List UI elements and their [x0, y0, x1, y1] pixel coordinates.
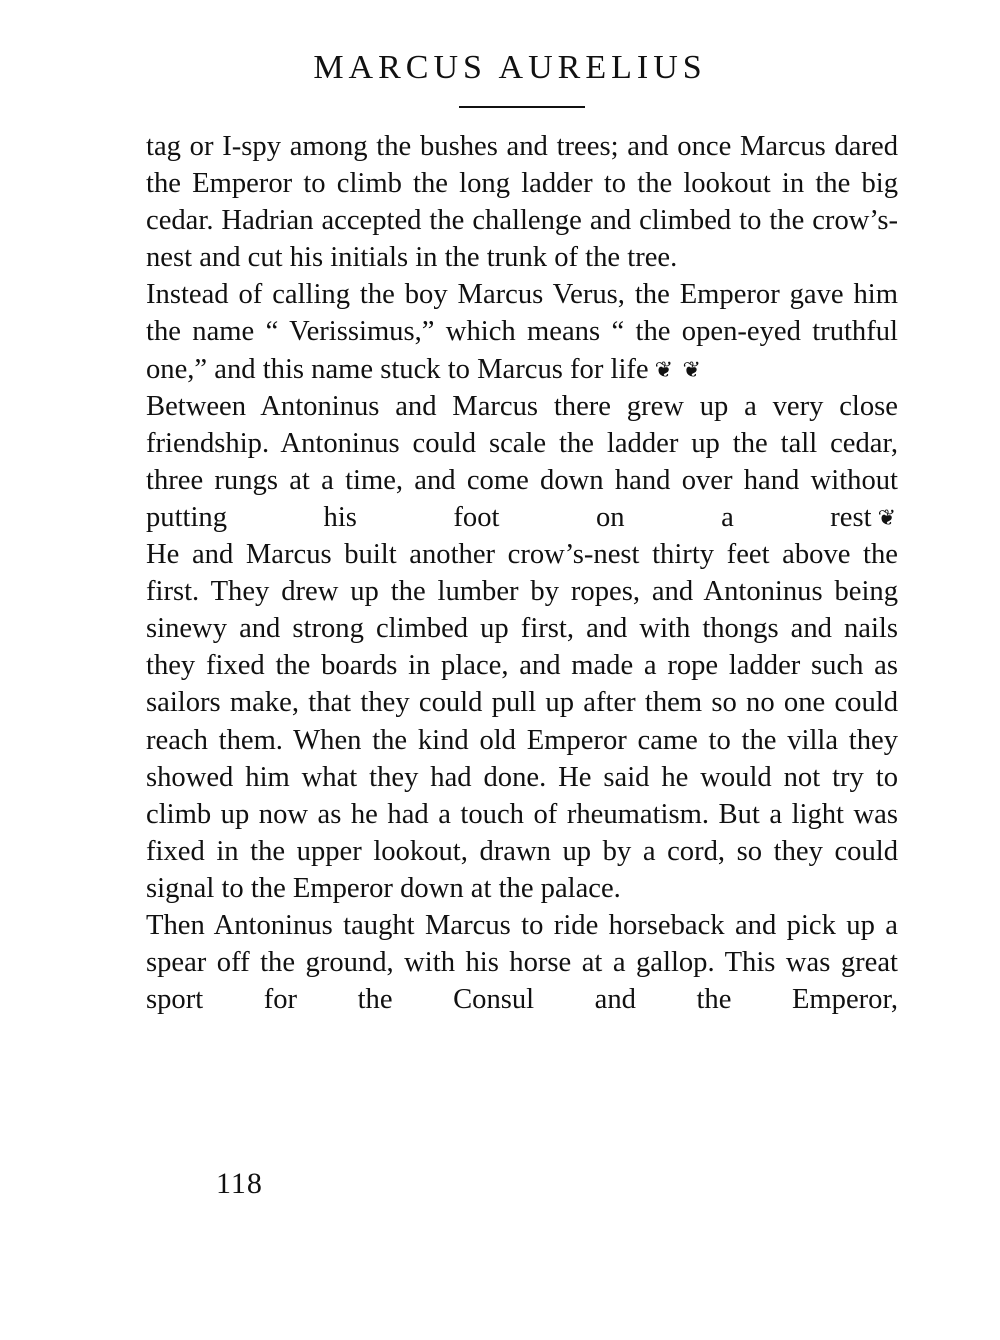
paragraph-5-text: Then Antoninus taught Marcus to ride horseback and pick up a spear off the ground, with his horse at a gallop. This was great sport for the Consul and the Emperor,	[146, 909, 898, 1016]
paragraph-2-text: Instead of calling the boy Marcus Verus, the Emperor gave him the name “ Verissimus,” which means “ the open-eyed truthful one,” and this name stuck to Marcus for life	[146, 279, 898, 385]
body-text	[146, 128, 898, 1018]
paragraph-3	[146, 388, 898, 536]
paragraph-4-text: He and Marcus built another crow’s-nest thirty feet above the first. They drew up the lumber by ropes, and Antoninus being sinewy and strong climbed up first, and with thongs and nails they fixed the boards in place, and made a rope ladder such as sailors make, that they could pull up after them so no one could reach them. When the kind old Emperor came to the villa they showed him what they had done. He said he would not try to climb up now as he had a touch of rheumatism. But a light was fixed in the upper lookout, drawn up by a cord, so they could signal to the Emperor down at the palace.	[146, 539, 898, 904]
running-head-title: MARCUS AURELIUS	[313, 49, 707, 86]
paragraph-1-text: tag or I-spy among the bushes and trees; and once Marcus dared the Emperor to climb the long ladder to the lookout in the big cedar. Hadrian accepted the challenge and climbed to the crow’s-nest and cut his initials in the trunk of the tree.	[146, 131, 898, 274]
header-rule	[459, 106, 585, 108]
paragraph-3-text: Between Antoninus and Marcus there grew up a very close friendship. Antoninus could scale the ladder up the tall cedar, three rungs at a time, and come down hand over hand without putting his foot on a rest	[146, 390, 898, 533]
page-number: 118	[216, 1167, 263, 1200]
paragraph-3-ornament-icon: ❦	[877, 504, 898, 530]
paragraph-2-ornament-icon: ❦ ❦	[654, 356, 703, 382]
paragraph-4	[146, 536, 898, 907]
paragraph-1	[146, 128, 898, 276]
paragraph-5	[146, 907, 898, 1018]
paragraph-2	[146, 276, 898, 387]
